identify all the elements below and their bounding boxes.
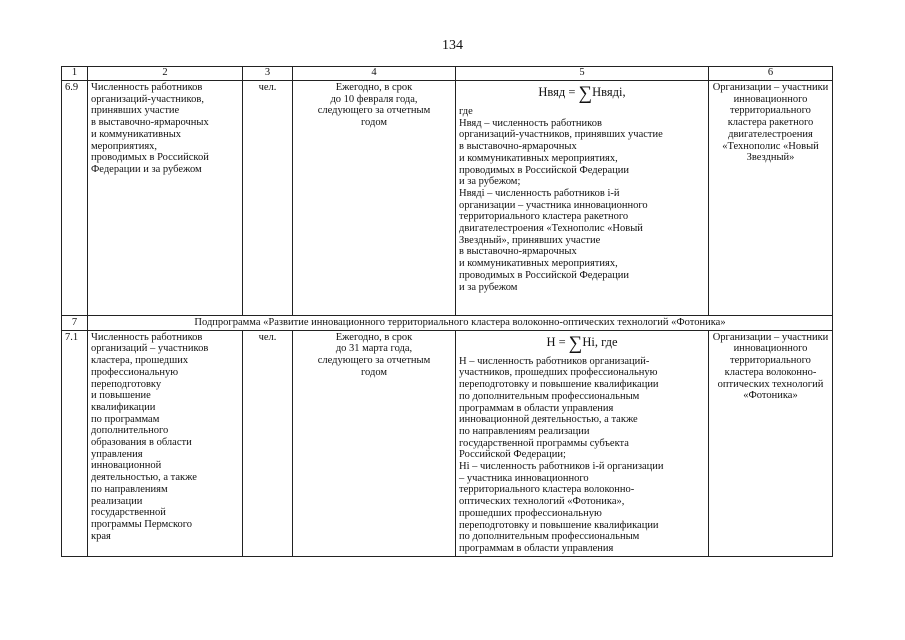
text-line: и коммуникативных [91,128,182,140]
text-line: Ежегодно, в срок [335,82,413,93]
text-line: двигателестроения «Технополис «Новый [459,223,643,235]
text-line: в выставочно-ярмарочных [459,141,577,153]
text-line: по программам [91,413,160,425]
text-line: – участника инновационного [459,472,589,484]
indicator-name [91,82,239,176]
text-line: и коммуникативных мероприятиях, [459,152,618,164]
text-line: организаций-участников, [91,93,204,105]
text-line: следующего за отчетным [317,355,431,367]
text-line: переподготовку и повышение квалификации [459,519,659,531]
text-line: годом [360,366,388,378]
text-line: территориального кластера волоконно- [459,484,635,496]
column-header: 6 [709,67,833,81]
text-line: кластера, прошедших [91,355,189,367]
text-line: государственной [91,507,166,519]
text-line: двигателестроения [728,128,813,140]
text-line: кластера волоконно- [724,366,817,378]
text-line: территориального [730,355,811,367]
responsible-organizations [712,332,829,402]
indicators-table [61,66,833,557]
responsible-cell [709,330,833,556]
text-line: образования в области [91,437,192,449]
responsible-organizations [712,82,829,164]
text-line: профессиональную [91,366,179,378]
text-line: прошедших профессиональную [459,507,602,519]
text-line: Федерации и за рубежом [91,163,202,175]
indicator-name-cell [88,330,243,556]
text-line: инновационной [91,460,162,472]
text-line: следующего за отчетным [317,105,431,117]
text-line: Нi – численность работников i-й организации [459,461,664,473]
method-cell [456,81,709,316]
text-line: переподготовку и повышение квалификации [459,379,659,391]
text-line: деятельностью, а также [91,472,197,484]
text-line: и коммуникативных мероприятиях, [459,258,618,270]
text-line: территориального [730,105,811,117]
formula: Н = ∑Нi, где [546,332,618,354]
text-line: дополнительного [91,425,169,437]
text-line: программы Пермского [91,518,193,530]
text-line: инновационной деятельностью, а также [459,414,638,426]
responsible-cell [709,81,833,316]
text-line: по направлениям [91,483,168,495]
column-header: 3 [243,67,293,81]
reporting-period [296,332,452,379]
text-line: реализации [91,495,143,507]
row-number: 6.9 [62,81,88,316]
text-line: оптических технологий [717,378,824,390]
period-cell [293,81,456,316]
unit-cell: чел. [243,81,293,316]
text-line: кластера ракетного [727,117,814,129]
text-line: участников, прошедших профессиональную [459,367,658,379]
text-line: до 10 февраля года, [330,93,418,105]
text-line: организаций – участников [91,343,209,355]
text-line: проводимых в Российской Федерации [459,269,630,281]
text-line: инновационного [733,343,808,355]
text-line: «Технополис «Новый [722,140,819,152]
text-line: проводимых в Российской Федерации [459,164,630,176]
period-cell [293,330,456,556]
text-line: программам в области управления [459,542,614,554]
sum-sign: ∑ [568,332,583,354]
text-line: до 31 марта года, [335,343,413,355]
column-header: 2 [88,67,243,81]
subprogram-row [62,316,833,331]
indicator-name-cell [88,81,243,316]
text-line: проводимых в Российской [91,152,209,164]
text-line: Звездный», принявших участие [459,234,601,246]
text-line: переподготовку [91,378,162,390]
text-line: Численность работников [91,82,203,93]
text-line: Организации – участники [712,82,829,93]
text-line: принявших участие [91,105,180,117]
row-number: 7.1 [62,330,88,556]
text-line: по дополнительным профессиональным [459,390,640,402]
text-line: в выставочно-ярмарочных [459,246,577,258]
text-line: оптических технологий «Фотоника», [459,496,625,508]
column-header: 5 [456,67,709,81]
text-line: Звездный» [746,152,795,164]
text-line: годом [360,117,388,129]
text-line: где [459,106,473,117]
text-line: территориального кластера ракетного [459,211,629,223]
page-number: 134 [442,38,463,53]
text-line: и за рубежом [459,281,518,293]
text-line: программам в области управления [459,402,614,414]
sum-sign: ∑ [578,83,593,104]
text-line: организации – участника инновационного [459,199,648,211]
text-line: квалификации [91,401,156,413]
subprogram-title: Подпрограмма «Развитие инновационного территориального кластера волоконно-оптических технологий «Фотоника» [88,316,833,331]
indicator-name [91,332,239,543]
row-number: 7 [62,316,88,331]
text-line: мероприятиях, [91,140,158,152]
text-line: края [91,530,111,542]
text-line: в выставочно-ярмарочных [91,117,209,129]
text-line: Организации – участники [712,331,829,343]
header-row [62,67,833,81]
formula: Нвяд = ∑Нвяді, [538,83,626,104]
text-line: Российской Федерации; [459,449,566,461]
method-text [459,106,705,293]
text-line: Н – численность работников организаций- [459,355,650,367]
column-header: 4 [293,67,456,81]
text-line: и за рубежом; [459,176,521,188]
table-row-7-1 [62,330,833,556]
text-line: Ежегодно, в срок [335,331,413,343]
text-line: Численность работников [91,331,203,343]
text-line: государственной программы субъекта [459,437,629,449]
text-line: Нвяд – численность работников [459,117,602,129]
text-line: Нвядi – численность работников i-й [459,187,620,199]
text-line: и повышение [91,390,151,402]
method-cell [456,330,709,556]
column-header: 1 [62,67,88,81]
text-line: по дополнительным профессиональным [459,531,640,543]
text-line: управления [91,448,143,460]
text-line: по направлениям реализации [459,425,590,437]
table-row-6-9 [62,81,833,316]
text-line: «Фотоника» [743,390,798,402]
reporting-period [296,82,452,129]
unit-cell: чел. [243,330,293,556]
method-text [459,356,705,555]
text-line: организаций-участников, принявших участие [459,129,663,141]
text-line: инновационного [733,93,808,105]
